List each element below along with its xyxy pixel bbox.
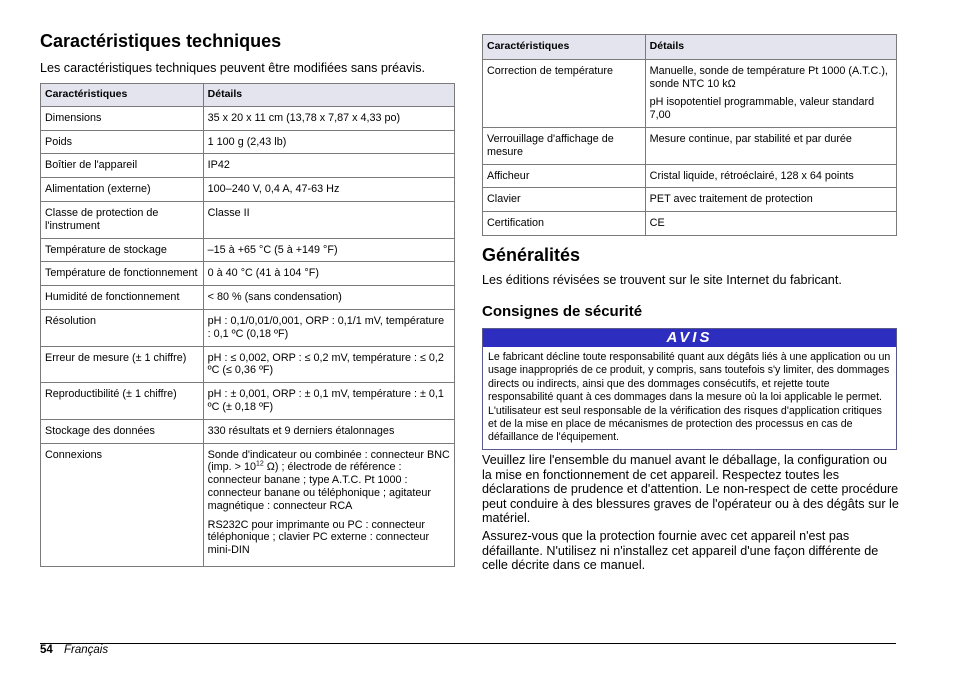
table-header-row [483,35,897,60]
table-cell-value: IP42 [203,154,454,178]
general-text: Les éditions révisées se trouvent sur le site Internet du fabricant. [482,273,842,287]
table-row [483,212,897,236]
table-cell-key: Reproductibilité (± 1 chiffre) [41,383,204,420]
safety-paragraph-1: Veuillez lire l'ensemble du manuel avant le déballage, la configuration ou la mise en fonctionnement de cet appareil. Respectez toutes les déclarations de prudence et d'attention. Le non-respect de cette procédure peut conduire à des blessures graves de l'opérateur ou à des dégâts sur le matériel. [482,453,899,525]
table-cell-key: Connexions [41,443,204,566]
table-cell-value: < 80 % (sans condensation) [203,286,454,310]
table-cell-key: Boîtier de l'appareil [41,154,204,178]
table-cell-key: Stockage des données [41,419,204,443]
footer-rule [40,643,896,644]
table-row [41,238,455,262]
table-cell-value: 35 x 20 x 11 cm (13,78 x 7,87 x 4,33 po) [203,106,454,130]
table-cell-value: –15 à +65 °C (5 à +149 °F) [203,238,454,262]
table-cell-value: CE [645,212,896,236]
table-cell-value: 100–240 V, 0,4 A, 47-63 Hz [203,178,454,202]
section-title-specifications: Caractéristiques techniques [40,31,282,51]
table-cell-value: Classe II [203,201,454,238]
specifications-table [40,83,455,567]
notice-label: AVIS [483,329,896,347]
table-cell-value: Mesure continue, par stabilité et par durée [645,127,896,164]
table-cell-key: Classe de protection de l'instrument [41,201,204,238]
specifications-intro: Les caractéristiques techniques peuvent être modifiées sans préavis. [40,61,426,75]
table-cell-key: Correction de température [483,59,646,127]
table-row [483,164,897,188]
table-cell-key: Clavier [483,188,646,212]
table-row [41,419,455,443]
table-cell-key: Afficheur [483,164,646,188]
table-cell-key: Certification [483,212,646,236]
table-cell-value: pH : ± 0,001, ORP : ± 0,1 mV, température : ± 0,1 ºC (± 0,18 ºF) [203,383,454,420]
section-title-safety: Consignes de sécurité [482,303,643,320]
table-row [483,59,897,127]
table-cell-value: pH : 0,1/0,01/0,001, ORP : 0,1/1 mV, température : 0,1 ºC (0,18 ºF) [203,309,454,346]
table-row [483,127,897,164]
table-row [41,154,455,178]
table-cell-key: Alimentation (externe) [41,178,204,202]
table-cell-value [645,59,896,127]
table-cell-key: Résolution [41,309,204,346]
table-header-cell: Caractéristiques [483,35,646,60]
table-row [483,188,897,212]
table-cell-value: Cristal liquide, rétroéclairé, 128 x 64 points [645,164,896,188]
table-header-cell: Détails [203,84,454,107]
table-cell-value: pH : ≤ 0,002, ORP : ≤ 0,2 mV, température : ≤ 0,2 ºC (≤ 0,36 ºF) [203,346,454,383]
table-cell-value: PET avec traitement de protection [645,188,896,212]
section-title-general: Généralités [482,245,581,265]
table-cell-key: Température de fonctionnement [41,262,204,286]
connexions-detail-1: Sonde d'indicateur ou combinée : connecteur BNC (imp. > $10^{12}$ Ω) ; électrode de référence : connecteur banane ; type A.T.C. Pt 1000 : connecteur banane ou téléphonique ; agitateur magnétique : connecteur RCA [207,448,450,512]
table-cell-key: Température de stockage [41,238,204,262]
specifications-table-continued [482,34,897,236]
table-cell-key: Erreur de mesure (± 1 chiffre) [41,346,204,383]
notice-text: Le fabricant décline toute responsabilité quant aux dégâts liés à une application ou un usage inappropriés de ce produit, y compris, sans toutefois s'y limiter, des dommages directs ou indirects, ainsi que des dommages consécutifs, et rejette toute responsabilité quant à ces dommages dans la mesure où la loi applicable le permet. L'utilisateur est seul responsable de la vérification des risques d'application critiques et de la mise en place de mécanismes de protection des processus en cas de défaillance de l'équipement. [488,351,891,444]
table-row [41,178,455,202]
table-cell-key: Humidité de fonctionnement [41,286,204,310]
page-footer [40,644,108,656]
table-cell-value: 1 100 g (2,43 lb) [203,130,454,154]
table-header-row [41,84,455,107]
table-header-cell: Caractéristiques [41,84,204,107]
table-row [41,346,455,383]
page-number: 54 [40,644,53,656]
table-row [41,106,455,130]
notice-box [482,328,897,450]
table-row [41,286,455,310]
table-row [41,201,455,238]
table-cell-key: Verrouillage d'affichage de mesure [483,127,646,164]
table-row [41,130,455,154]
table-cell-value: 330 résultats et 9 derniers étalonnages [203,419,454,443]
connexions-detail-2: RS232C pour imprimante ou PC : connecteur téléphonique ; clavier PC externe : connecteur mini-DIN [207,518,430,557]
table-cell-value [203,443,454,566]
table-cell-value: 0 à 40 °C (41 à 104 °F) [203,262,454,286]
table-row [41,383,455,420]
footer-language: Français [64,644,109,656]
temp-correction-detail-2: pH isopotentiel programmable, valeur standard 7,00 [649,96,875,122]
table-header-cell: Détails [645,35,896,60]
table-cell-key: Dimensions [41,106,204,130]
safety-paragraph-2: Assurez-vous que la protection fournie avec cet appareil n'est pas défaillante. N'utilisez ni n'installez cet appareil d'une façon différente de celle décrite dans ce manuel. [482,529,879,572]
table-row [41,309,455,346]
table-row [41,262,455,286]
table-cell-key: Poids [41,130,204,154]
table-row [41,443,455,566]
temp-correction-detail-1: Manuelle, sonde de température Pt 1000 (A.T.C.), sonde NTC 10 kΩ [649,64,888,90]
